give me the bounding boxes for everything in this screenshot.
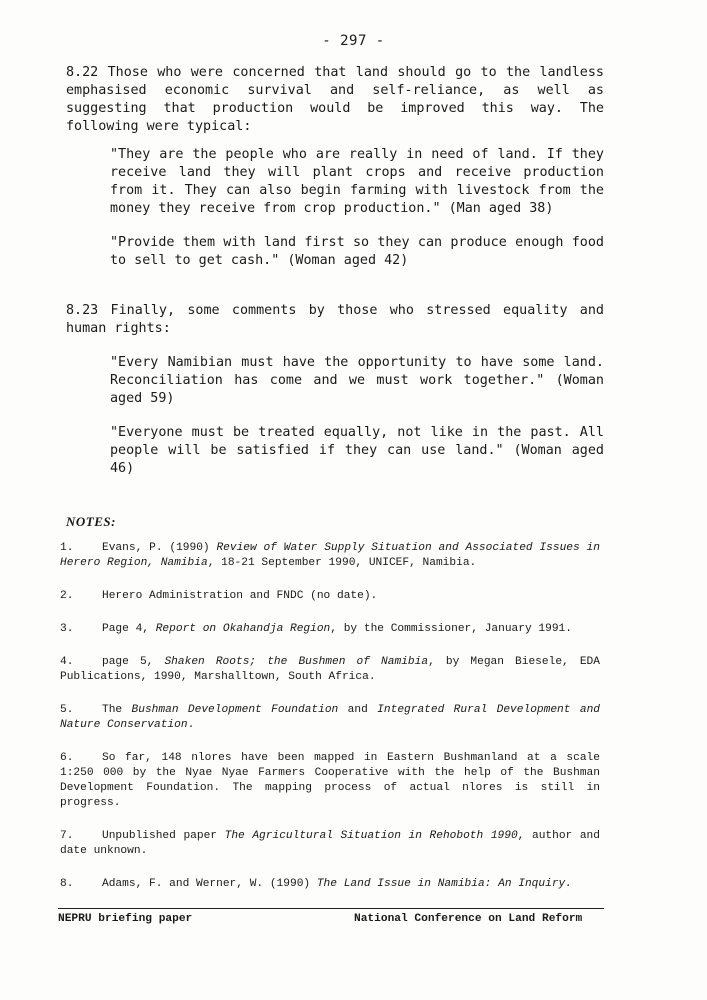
section-8-23-text: 8.23 Finally, some comments by those who stressed equality and human rights: [66, 303, 604, 336]
note-number: 4. [60, 656, 74, 668]
note-text: , author and date unknown. [60, 830, 600, 857]
note-text: and [338, 704, 378, 716]
note-text: , by Megan Biesele, EDA Publications, 1990, Marshalltown, South Africa. [60, 656, 600, 683]
note-number: 3. [60, 623, 74, 635]
note-item [60, 751, 600, 811]
note-number: 5. [60, 704, 74, 716]
note-title: Report on Okahandja Region [155, 623, 331, 635]
note-number: 1. [60, 542, 74, 554]
note-text: Adams, F. and Werner, W. (1990) [102, 878, 317, 890]
note-item [60, 622, 600, 637]
note-item [60, 703, 600, 733]
note-title: Review of Water Supply Situation and Associated Issues in Herero Region, Namibia [60, 542, 600, 569]
note-number: 2. [60, 590, 74, 602]
footer-right-text: National Conference on Land Reform [354, 913, 583, 925]
note-title: The Agricultural Situation in Rehoboth 1990 [224, 830, 518, 842]
quotes-8-22 [110, 146, 604, 286]
section-8-22 [66, 64, 604, 136]
note-text: , 18-21 September 1990, UNICEF, Namibia. [207, 557, 477, 569]
note-text: Herero Administration and FNDC (no date). [102, 590, 378, 602]
quote-item: "They are the people who are really in need of land. If they receive land they will plant crops and receive production from it. They can also begin farming with livestock from the money they receive from crop production." (Man aged 38) [110, 147, 604, 216]
note-text: page 5, [102, 656, 165, 668]
note-item [60, 655, 600, 685]
note-title: The Land Issue in Namibia: An Inquiry. [316, 878, 572, 890]
note-number: 7. [60, 830, 74, 842]
quote-item: "Every Namibian must have the opportunity to have some land. Reconciliation has come and we must work together." (Woman aged 59) [110, 355, 604, 406]
note-number: 8. [60, 878, 74, 890]
note-text: Unpublished paper [102, 830, 225, 842]
note-text: . [187, 719, 195, 731]
note-text: , by the Commissioner, January 1991. [330, 623, 572, 635]
quotes-8-23 [110, 354, 604, 494]
note-title: Integrated Rural Development and Nature Conservation [60, 704, 600, 731]
footer-left-text: NEPRU briefing paper [58, 913, 193, 925]
note-text: Page 4, [102, 623, 156, 635]
note-item [60, 877, 600, 892]
note-item [60, 541, 600, 571]
notes-list [60, 541, 600, 910]
note-number: 6. [60, 752, 74, 764]
note-item [60, 589, 600, 604]
note-title: Bushman Development Foundation [131, 704, 339, 716]
section-8-23 [66, 302, 604, 338]
page-number: - 297 - [322, 33, 385, 49]
note-title: Shaken Roots; the Bushmen of Namibia [164, 656, 429, 668]
note-text: So far, 148 nlores have been mapped in Eastern Bushmanland at a scale 1:250 000 by the Nyae Nyae Farmers Cooperative with the help of the Bushman Development Foundation. The mapping process of actual nlores is still in progress. [60, 752, 600, 809]
note-item [60, 829, 600, 859]
footer-divider [58, 908, 604, 909]
notes-heading: NOTES: [66, 514, 116, 529]
note-text: Evans, P. (1990) [102, 542, 217, 554]
quote-item: "Provide them with land first so they can produce enough food to sell to get cash." (Woman aged 42) [110, 235, 604, 268]
section-8-22-text: 8.22 Those who were concerned that land should go to the landless emphasised economic survival and self-reliance, as well as suggesting that production would be improved this way. The following were typical: [66, 65, 604, 134]
quote-item: "Everyone must be treated equally, not like in the past. All people will be satisfied if they can use land." (Woman aged 46) [110, 425, 604, 476]
note-text: The [102, 704, 132, 716]
